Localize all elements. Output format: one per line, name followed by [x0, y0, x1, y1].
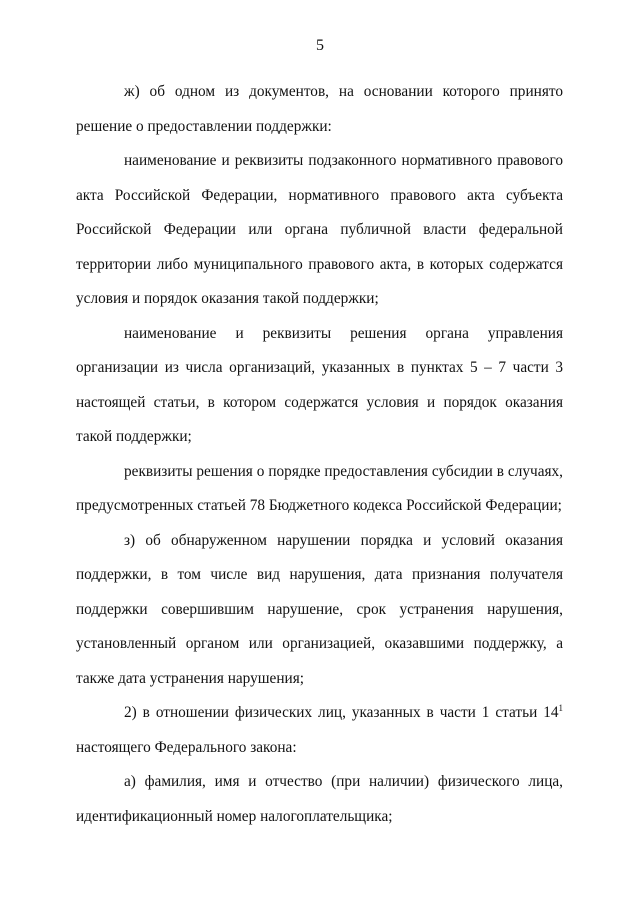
- paragraph-2-individuals: [76, 696, 563, 765]
- paragraph-zh-document-basis: ж) об одном из документов, на основании которого принято решение о предоставлении поддержки:: [76, 83, 563, 135]
- paragraph-a-name-inn: а) фамилия, имя и отчество (при наличии) физического лица, идентификационный номер налогоплательщика;: [76, 773, 563, 825]
- paragraph-regulatory-act-details: наименование и реквизиты подзаконного нормативного правового акта Российской Федерации, нормативного правового акта субъекта Российской Федерации или органа публичной власти федеральной территории либо муниципального правового акта, в которых содержатся условия и порядок оказания такой поддержки;: [76, 152, 563, 307]
- article-superscript: 1: [558, 703, 563, 713]
- page-number: 5: [316, 37, 324, 54]
- paragraph-subsidy-decision: реквизиты решения о порядке предоставления субсидии в случаях, предусмотренных статьей 78 Бюджетного кодекса Российской Федерации;: [76, 462, 563, 514]
- paragraph-2-text-after: настоящего Федерального закона:: [76, 738, 297, 756]
- paragraph-2-text-before: 2) в отношении физических лиц, указанных в части 1 статьи 14: [124, 704, 559, 721]
- document-body: [76, 75, 563, 834]
- paragraph-management-body-decision: наименование и реквизиты решения органа управления организации из числа организаций, указанных в пунктах 5 – 7 части 3 настоящей статьи, в котором содержатся условия и порядок оказания такой поддержки;: [76, 324, 563, 445]
- paragraph-z-violation: з) об обнаруженном нарушении порядка и условий оказания поддержки, в том числе вид нарушения, дата признания получателя поддержки совершившим нарушение, срок устранения нарушения, установленный органом или организацией, оказавшими поддержку, а также дата устранения нарушения;: [76, 531, 563, 687]
